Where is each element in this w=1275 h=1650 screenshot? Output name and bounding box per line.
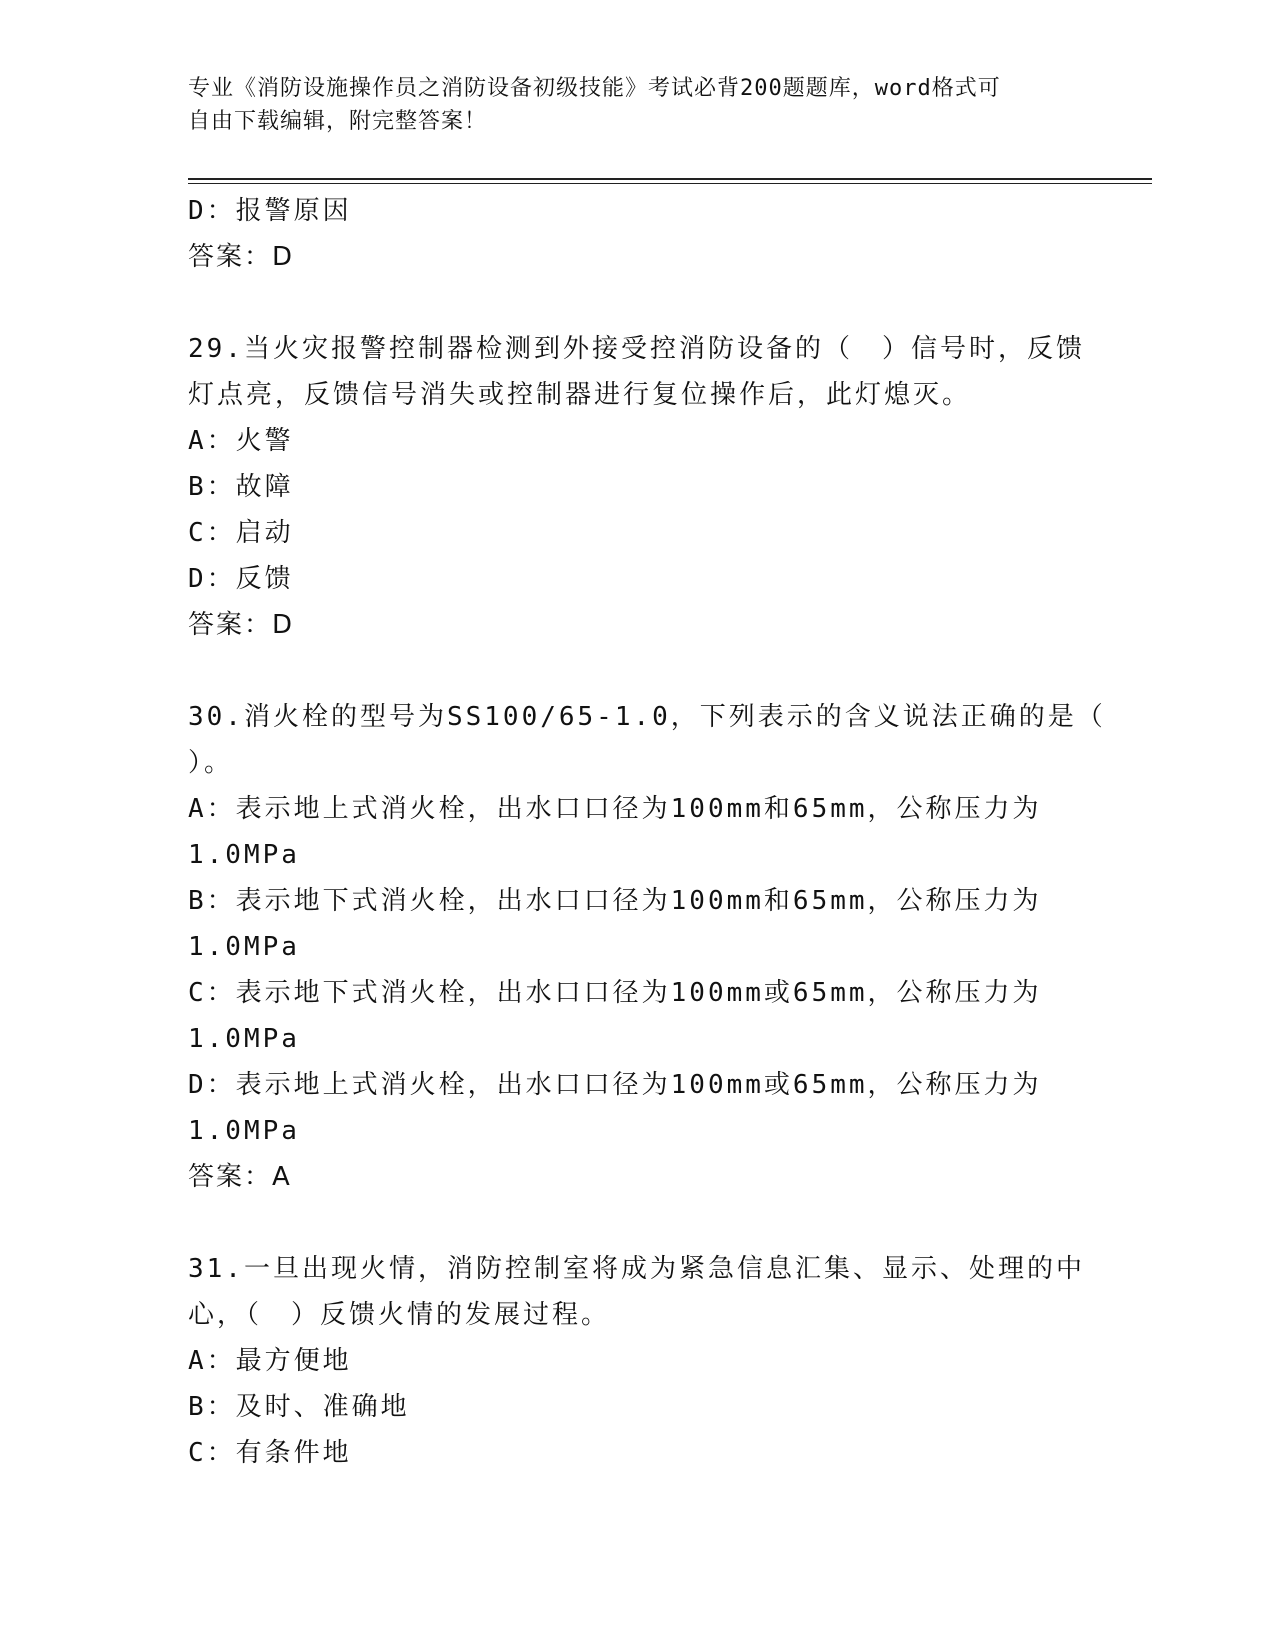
q30-option-d: D：表示地上式消火栓，出水口口径为100mm或65mm，公称压力为	[188, 1070, 1042, 1100]
spacer	[188, 648, 1088, 694]
q29-option-c: C：启动	[188, 518, 294, 548]
prev-option-d: D：报警原因	[188, 196, 352, 226]
header-line-2: 自由下载编辑，附完整答案！	[188, 109, 488, 134]
q30-text-line-1: 30.消火栓的型号为SS100/65-1.0，下列表示的含义说法正确的是（	[188, 702, 1106, 732]
header-divider-thick	[188, 178, 1152, 180]
q31-text-line-1: 31.一旦出现火情，消防控制室将成为紧急信息汇集、显示、处理的中	[188, 1254, 1085, 1284]
q30-option-c-cont: 1.0MPa	[188, 1024, 300, 1054]
q29-text-line-2: 灯点亮，反馈信号消失或控制器进行复位操作后，此灯熄灭。	[188, 380, 972, 410]
q31-option-c: C：有条件地	[188, 1438, 352, 1468]
document-body	[188, 188, 1106, 1476]
q29-option-a: A：火警	[188, 426, 294, 456]
prev-answer: 答案：D	[188, 242, 295, 272]
q29-option-b: B：故障	[188, 472, 294, 502]
q29-option-d: D：反馈	[188, 564, 294, 594]
q30-text-line-2: ）。	[188, 748, 234, 778]
q30-answer: 答案：A	[188, 1162, 292, 1192]
header-line-1: 专业《消防设施操作员之消防设备初级技能》考试必背200题题库，word格式可	[188, 76, 1001, 101]
q30-option-c: C：表示地下式消火栓，出水口口径为100mm或65mm，公称压力为	[188, 978, 1042, 1008]
spacer	[188, 1200, 1088, 1246]
q29-text-line-1: 29.当火灾报警控制器检测到外接受控消防设备的（ ）信号时，反馈	[188, 334, 1085, 364]
spacer	[188, 280, 1088, 326]
q29-answer: 答案：D	[188, 610, 295, 640]
header-divider-thin	[188, 183, 1152, 184]
q30-option-d-cont: 1.0MPa	[188, 1116, 300, 1146]
q31-text-line-2: 心，（ ）反馈火情的发展过程。	[188, 1300, 611, 1330]
q30-option-b: B：表示地下式消火栓，出水口口径为100mm和65mm，公称压力为	[188, 886, 1042, 916]
q30-option-b-cont: 1.0MPa	[188, 932, 300, 962]
q31-option-b: B：及时、准确地	[188, 1392, 410, 1422]
q30-option-a: A：表示地上式消火栓，出水口口径为100mm和65mm，公称压力为	[188, 794, 1042, 824]
document-header	[188, 72, 1078, 138]
q30-option-a-cont: 1.0MPa	[188, 840, 300, 870]
q31-option-a: A：最方便地	[188, 1346, 352, 1376]
